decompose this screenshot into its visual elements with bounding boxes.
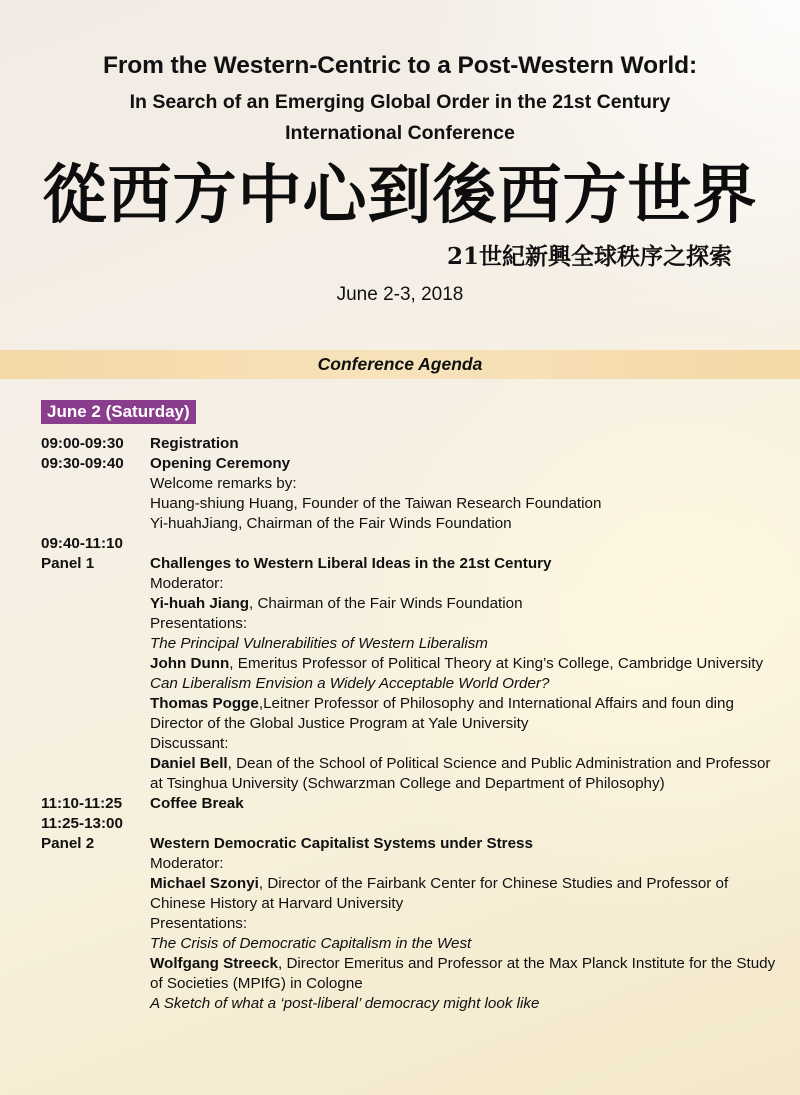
moderator-affiliation: , Director of the Fairbank Center for Chinese Studies and Professor of Chinese History at Harvard University: [150, 875, 729, 912]
speaker-entry: [150, 694, 780, 734]
session-time: 09:30-09:40: [41, 455, 124, 472]
moderator-name: Yi-huah Jiang: [150, 595, 250, 612]
agenda-row-panel2: [0, 834, 800, 1014]
session-title: Coffee Break: [150, 795, 244, 812]
moderator-entry: [150, 594, 780, 614]
talk-title: The Crisis of Democratic Capitalism in the West: [150, 935, 472, 952]
agenda-row-panel2-time: [0, 814, 800, 834]
welcome-speaker: Huang-shiung Huang, Founder of the Taiwan Research Foundation: [150, 495, 602, 512]
moderator-entry: [150, 874, 780, 914]
presentations-label: Presentations:: [150, 615, 248, 632]
speaker-name: John Dunn: [150, 655, 230, 672]
discussant-affiliation: , Dean of the School of Political Science and Public Administration and Professor at Tsinghua University (Schwarzman College and Department of Philosophy): [150, 755, 771, 792]
speaker-entry: [150, 654, 780, 674]
conference-dates: June 2-3, 2018: [336, 284, 464, 305]
agenda-heading: Conference Agenda: [0, 350, 800, 379]
talk-title: A Sketch of what a ‘post-liberal’ democracy might look like: [150, 995, 540, 1012]
presentations-label: Presentations:: [150, 915, 248, 932]
discussant-entry: [150, 754, 780, 794]
moderator-label: Moderator:: [150, 855, 224, 872]
talk-title: Can Liberalism Envision a Widely Acceptable World Order?: [150, 675, 550, 692]
agenda-row-opening: [0, 454, 800, 534]
speaker-name: Wolfgang Streeck: [150, 955, 278, 972]
agenda-row-panel1-time: [0, 534, 800, 554]
discussant-label: Discussant:: [150, 735, 229, 752]
chinese-subtitle: 21世紀新興全球秩序之探索: [446, 243, 732, 270]
session-title: Registration: [150, 435, 239, 452]
panel-label: Panel 2: [41, 835, 95, 852]
agenda-row-registration: [0, 434, 800, 454]
speaker-affiliation: , Director Emeritus and Professor at the Max Planck Institute for the Study of Societies (MPIfG) in Cologne: [150, 955, 776, 992]
chinese-title: 從西方中心到後西方世界: [42, 158, 758, 233]
conference-title: From the Western-Centric to a Post-Western World:: [102, 52, 698, 79]
session-time: 11:10-11:25: [41, 795, 123, 812]
agenda-list: [0, 434, 800, 1014]
moderator-affiliation: , Chairman of the Fair Winds Foundation: [249, 595, 523, 612]
conference-type: International Conference: [285, 122, 515, 144]
panel-title: Challenges to Western Liberal Ideas in the 21st Century: [150, 555, 552, 572]
discussant-name: Daniel Bell: [150, 755, 228, 772]
session-time: 09:40-11:10: [41, 535, 123, 552]
session-time: 11:25-13:00: [41, 815, 123, 832]
day-badge: June 2 (Saturday): [41, 400, 196, 424]
moderator-label: Moderator:: [150, 575, 224, 592]
welcome-speaker: Yi-huahJiang, Chairman of the Fair Winds Foundation: [150, 515, 512, 532]
panel-title: Western Democratic Capitalist Systems under Stress: [150, 835, 533, 852]
conference-subtitle: In Search of an Emerging Global Order in the 21st Century: [129, 91, 671, 113]
remarks-label: Welcome remarks by:: [150, 475, 297, 492]
speaker-affiliation: , Emeritus Professor of Political Theory at King’s College, Cambridge University: [229, 655, 764, 672]
talk-title: The Principal Vulnerabilities of Western Liberalism: [150, 635, 488, 652]
panel-label: Panel 1: [41, 555, 95, 572]
speaker-name: Thomas Pogge: [150, 695, 259, 712]
agenda-row-coffee: [0, 794, 800, 814]
speaker-affiliation: ,Leitner Professor of Philosophy and International Affairs and foun ding Director of the Global Justice Program at Yale University: [150, 695, 734, 732]
session-time: 09:00-09:30: [41, 435, 124, 452]
moderator-name: Michael Szonyi: [150, 875, 259, 892]
speaker-entry: [150, 954, 780, 994]
session-title: Opening Ceremony: [150, 455, 291, 472]
agenda-row-panel1: [0, 554, 800, 794]
